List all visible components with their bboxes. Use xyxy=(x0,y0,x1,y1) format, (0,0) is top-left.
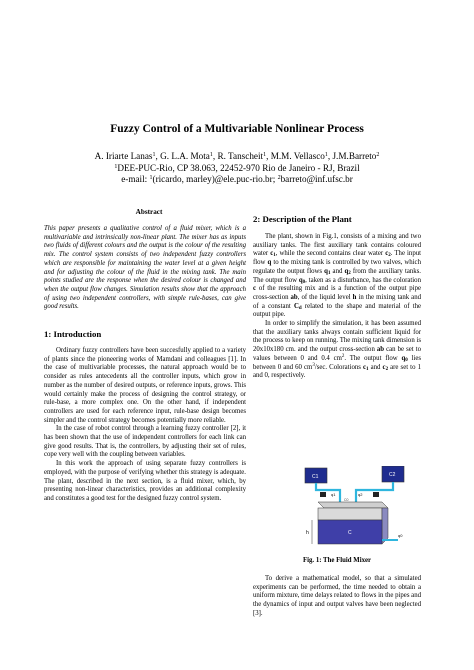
text-fragment: q xyxy=(401,354,406,362)
author-name: , M.M. Vellasco xyxy=(266,151,325,161)
tank-c2-label: C2 xyxy=(389,472,396,478)
text-fragment: 0 xyxy=(302,279,306,285)
author-block xyxy=(20,151,454,186)
text-fragment: The plant, shown in Fig.1, consists of a mixing and two auxiliary tanks. The first auxiliary tank contains coloured water xyxy=(253,233,421,258)
pipe-q1 xyxy=(316,483,340,502)
text-fragment: , taken as a disturbance, has the coloration xyxy=(305,276,421,284)
text-fragment: and xyxy=(330,267,345,275)
text-fragment: of the resulting mix and is a function of the output pipe cross-section xyxy=(253,285,421,301)
email-2: barreto@inf.ufsc.br xyxy=(280,174,353,185)
text-fragment: to the mixing tank is controlled by two valves, which regulate the output flows xyxy=(253,259,421,275)
mixing-tank-side xyxy=(382,508,388,544)
left-column xyxy=(44,208,246,504)
text-fragment: lies between 0 and 60 cm xyxy=(253,354,421,371)
email-prefix: e-mail: xyxy=(121,174,150,185)
paragraph xyxy=(253,320,421,381)
text-fragment: c xyxy=(382,363,386,371)
text-fragment: ab xyxy=(376,346,385,354)
paper-title: Fuzzy Control of a Multivariable Nonlinear Process xyxy=(110,123,364,135)
h-label: h xyxy=(306,530,309,536)
affiliation xyxy=(20,163,454,175)
affiliation-marker: 1 xyxy=(114,163,118,170)
text-fragment: c xyxy=(363,363,367,371)
author-list xyxy=(20,151,454,163)
affiliation-text: DEE-PUC-Rio, CP 38.063, 22452-970 Rio de Janeiro - RJ, Brazil xyxy=(117,162,360,173)
text-fragment: . The output flow xyxy=(344,354,402,362)
q1-label: q1 xyxy=(331,492,336,497)
text-fragment: and xyxy=(368,363,383,371)
text-fragment: q xyxy=(324,267,328,275)
paragraph: In this work the approach of using separate fuzzy controllers is employed, with the purpose of verifying whether this strategy is adequate. The plant, described in the next section, is a fluid mixer, which, by presenting non-linear characteristics, provides an additional complexity and constitutes a good test for the designed fuzzy control system. xyxy=(44,460,246,502)
author-affiliation-marker: 1 xyxy=(324,152,328,158)
author-affiliation-marker: 2 xyxy=(376,152,380,158)
text-fragment: 0 xyxy=(405,357,408,363)
text-fragment: h xyxy=(352,293,357,301)
text-fragment: 2 xyxy=(388,253,391,259)
section-2-body xyxy=(253,233,421,381)
q2-label: q2 xyxy=(358,492,363,497)
section-1-heading: 1: Introduction xyxy=(44,329,102,340)
author-name: , G. L.A. Mota xyxy=(155,151,210,161)
c0-label: C0 xyxy=(344,498,349,502)
text-fragment: from the auxiliary tanks. The output flow xyxy=(253,267,421,284)
email-marker-2: 2 xyxy=(277,175,281,182)
text-fragment: c xyxy=(270,250,274,258)
mixing-tank-top xyxy=(318,502,388,508)
text-fragment: , of the liquid level xyxy=(297,293,353,301)
valve-q2 xyxy=(373,492,379,497)
section-1-body xyxy=(44,347,246,504)
text-fragment: , while the second contains clear water xyxy=(275,250,386,258)
author-name: , J.M.Barreto xyxy=(327,151,377,161)
text-fragment: 2 xyxy=(341,353,345,359)
author-affiliation-marker: 1 xyxy=(209,152,213,158)
text-fragment: c xyxy=(253,285,257,293)
tank-c1-label: C1 xyxy=(312,474,319,480)
text-fragment: d xyxy=(298,305,302,311)
paragraph: Ordinary fuzzy controllers have been succesfully applied to a variety of plants since the pioneering works of Mamdani and colleagues [1]. In the case of multivariable processes, the natural approach would be to consider as rules antecedents all the controller inputs, which grow in number as the number of desired outputs, or reference inputs, grows. This would certainly make the process of designing the control strategy, or rule-base, a more complex one. On the other hand, if independent controllers are used for each reference input, rule-base design becomes simpler and the control strategy becomes potentially more reliable. xyxy=(44,347,246,424)
text-fragment: . The input flow xyxy=(253,250,422,267)
author-affiliation-marker: 1 xyxy=(152,152,156,158)
figure-caption: Fig. 1: The Fluid Mixer xyxy=(302,557,372,564)
valve-q1 xyxy=(320,492,326,497)
text-fragment: C xyxy=(293,302,299,310)
email-1: (ricardo, marley)@ele.puc-rio.br; xyxy=(152,174,278,185)
text-fragment: can be set to values between 0 and 0.4 cm xyxy=(253,346,421,362)
text-fragment: q xyxy=(267,259,272,267)
paragraph: In the case of robot control through a learning fuzzy controller [2], it has been shown that the use of independent controllers for each link can give good results. That is, the controllers, by adjusting their set of rules, cope very well with the coupling between variables. xyxy=(44,425,246,459)
abstract-body: This paper presents a qualitative control of a fluid mixer, which is a multivariable and intrinsically non-linear plant. The mixer has as inputs two fluids of different colours and the output is the colour of the resulting mix. The control system consists of two independent fuzzy controllers which are responsible for maintaining the water level at a given height and for adjusting the colour of the fluid in the mixing tank. The main points studied are the response when the desired colour is changed and when the output flow changes. Simulation results show that the approach of using two independent controllers, with simple rule-bases, can give good results. xyxy=(44,225,246,311)
text-fragment: 1 xyxy=(327,270,331,276)
text-fragment: ab xyxy=(290,293,298,301)
section-2-heading: 2: Description of the Plant xyxy=(253,214,352,224)
text-fragment: q xyxy=(344,267,349,275)
fluid-mixer-figure xyxy=(290,466,425,546)
text-fragment: 1 xyxy=(273,253,276,259)
paragraph-model: To derive a mathematical model, so that a simulated experiments can be performed, the time needed to obtain a uniform mixture, time delays related to flows in the pipes and the dynamics of input and output valves have been neglected [3]. xyxy=(253,575,421,617)
text-fragment: 3 xyxy=(312,362,315,368)
text-fragment: 2 xyxy=(348,270,351,276)
abstract-heading: Abstract xyxy=(135,208,163,216)
text-fragment: c xyxy=(385,250,389,258)
paragraph xyxy=(253,233,421,320)
author-name: A. Iriarte Lanas xyxy=(94,151,153,161)
author-affiliation-marker: 1 xyxy=(263,152,267,158)
author-name: , R. Tanscheit xyxy=(212,151,264,161)
text-fragment: are set to 1 and 0, respectively. xyxy=(253,363,421,380)
mixing-tank-empty xyxy=(318,508,382,520)
text-fragment: q xyxy=(298,276,303,284)
text-fragment: 1 xyxy=(366,366,369,372)
email-line xyxy=(20,174,454,186)
right-column xyxy=(253,214,421,381)
mix-label: C xyxy=(348,530,352,536)
text-fragment: /sec. Colorations xyxy=(314,363,363,371)
text-fragment: 2 xyxy=(385,366,389,372)
q0-label: q0 xyxy=(398,533,403,538)
email-marker-1: 1 xyxy=(149,175,153,182)
text-fragment: related to the shape and material of the output pipe. xyxy=(253,302,421,319)
text-fragment: in the mixing tank and of a constant xyxy=(253,293,421,310)
text-fragment: In order to simplify the simulation, it has been assumed that the auxiliary tanks always contain sufficient liquid for the process to keep on running. The mixing tank dimension is 20x10x180 cm. and the output cross-section xyxy=(253,320,421,354)
